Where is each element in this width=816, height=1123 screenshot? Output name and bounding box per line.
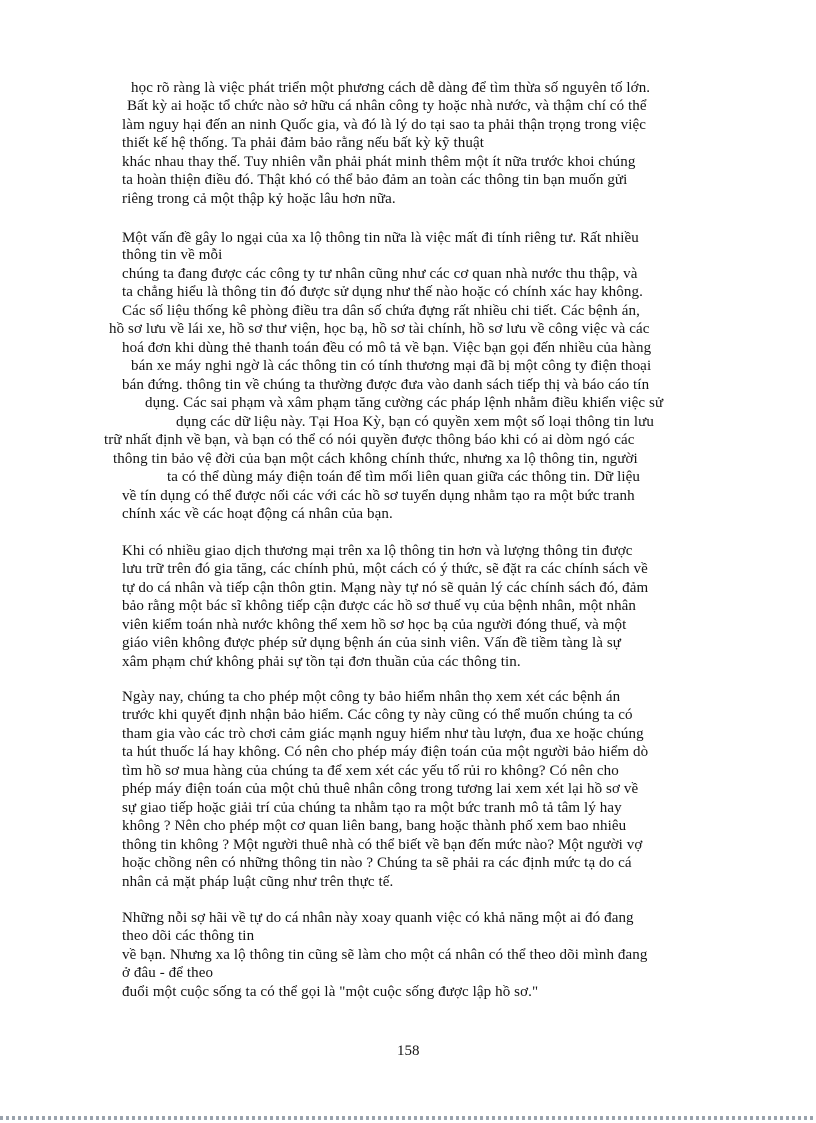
text-line: bán đứng. thông tin về chúng ta thường được đưa vào danh sách tiếp thị và báo cáo tín [122, 377, 650, 393]
text-line: giáo viên không được phép sử dụng bệnh án của sinh viên. Vấn đề tiềm tàng là sự [122, 635, 622, 651]
text-line: lưu trữ trên đó gia tăng, các chính phủ, một cách có ý thức, sẽ đặt ra các chính sách về [122, 561, 648, 577]
text-line: Những nỗi sợ hãi về tự do cá nhân này xoay quanh việc có khả năng một ai đó đang [122, 910, 634, 926]
text-line: thông tin bảo vệ đời của bạn một cách không chính thức, nhưng xa lộ thông tin, người [113, 451, 638, 467]
text-line: về bạn. Nhưng xa lộ thông tin cũng sẽ làm cho một cá nhân có thể theo dõi mình đang [122, 947, 648, 963]
text-line: ở đâu - để theo [122, 965, 214, 981]
text-line: sự giao tiếp hoặc giải trí của chúng ta nhằm tạo ra một bức tranh mô tả tâm lý hay [122, 800, 622, 816]
text-line: đuổi một cuộc sống ta có thể gọi là "một cuộc sống được lập hồ sơ." [122, 984, 539, 1000]
text-line: thiết kế hệ thống. Ta phải đảm bảo rằng nếu bất kỳ kỹ thuật [122, 135, 484, 151]
page-number: 158 [397, 1043, 420, 1059]
text-line: xâm phạm chứ không phải sự tồn tại đơn thuần của các thông tin. [122, 654, 521, 670]
text-line: khác nhau thay thế. Tuy nhiên vẫn phải phát minh thêm một ít nữa trước khoi chúng [122, 154, 636, 170]
text-line: chính xác về các hoạt động cá nhân của bạn. [122, 506, 393, 522]
text-line: hồ sơ lưu về lái xe, hồ sơ thư viện, học bạ, hồ sơ tài chính, hồ sơ lưu về công việc và các [109, 321, 650, 337]
text-line: ta hút thuốc lá hay không. Có nên cho phép máy điện toán của một người bảo hiểm dò [122, 744, 649, 760]
text-line: viên kiểm toán nhà nước không thể xem hồ sơ học bạ của người đóng thuế, và một [122, 617, 627, 633]
text-line: Ngày nay, chúng ta cho phép một công ty bảo hiểm nhân thọ xem xét các bệnh án [122, 689, 621, 705]
text-line: không ? Nên cho phép một cơ quan liên bang, bang hoặc thành phố xem bao nhiêu [122, 818, 627, 834]
text-line: bán xe máy nghi ngờ là các thông tin có tính thương mại đã bị một công ty điện thoại [131, 358, 652, 374]
text-line: ta có thể dùng máy điện toán để tìm mối liên quan giữa các thông tin. Dữ liệu [167, 469, 641, 485]
text-line: theo dõi các thông tin [122, 928, 255, 944]
bottom-dotted-rule [0, 1116, 816, 1120]
text-line: về tín dụng có thể được nối các với các hồ sơ tuyển dụng nhằm tạo ra một bức tranh [122, 488, 635, 504]
text-line: thông tin về mỗi [122, 247, 223, 263]
text-line: phép máy điện toán của một chủ thuê nhân công trong tương lai xem xét lại hồ sơ về [122, 781, 639, 797]
text-line: chúng ta đang được các công ty tư nhân cũng như các cơ quan nhà nước thu thập, và [122, 266, 638, 282]
text-line: tự do cá nhân và tiếp cận thôn gtin. Mạng này tự nó sẽ quản lý các chính sách đó, đảm [122, 580, 649, 596]
text-line: hoặc chồng nên có những thông tin nào ? Chúng ta sẽ phải ra các định mức tạ do cá [122, 855, 632, 871]
text-line: bảo rằng một bác sĩ không tiếp cận được các hồ sơ thuế vụ của bệnh nhân, một nhân [122, 598, 637, 614]
text-line: Một vấn đề gây lo ngại của xa lộ thông tin nữa là việc mất đi tính riêng tư. Rất nhiều [122, 230, 639, 246]
text-line: làm nguy hại đến an ninh Quốc gia, và đó là lý do tại sao ta phải thận trọng trong việc [122, 117, 646, 133]
text-line: riêng trong cả một thập kỷ hoặc lâu hơn nữa. [122, 191, 396, 207]
text-line: Khi có nhiều giao dịch thương mại trên xa lộ thông tin hơn và lượng thông tin được [122, 543, 633, 559]
text-line: dụng các dữ liệu này. Tại Hoa Kỳ, bạn có quyền xem một số loại thông tin lưu [176, 414, 654, 430]
text-line: tìm hồ sơ mua hàng của chúng ta để xem xét các yếu tố rủi ro không? Có nên cho [122, 763, 619, 779]
text-line: Bất kỳ ai hoặc tổ chức nào sở hữu cá nhân công ty hoặc nhà nước, và thậm chí có thể [127, 98, 647, 114]
text-line: dụng. Các sai phạm và xâm phạm tăng cường các pháp lệnh nhằm điều khiển việc sử [145, 395, 664, 411]
text-line: học rõ ràng là việc phát triển một phương cách dễ dàng để tìm thừa số nguyên tố lớn. [131, 80, 651, 96]
text-line: trữ nhất định về bạn, và bạn có thể có nói quyền được thông báo khi có ai dòm ngó các [104, 432, 635, 448]
text-line: Các số liệu thống kê phòng điều tra dân số chứa đựng rất nhiều chi tiết. Các bệnh án, [122, 303, 640, 319]
text-line: ta hoàn thiện điều đó. Thật khó có thể bảo đảm an toàn các thông tin bạn muốn gửi [122, 172, 628, 188]
text-line: ta chẳng hiểu là thông tin đó được sử dụng như thế nào hoặc có chính xác hay không. [122, 284, 643, 300]
text-line: tham gia vào các trò chơi cảm giác mạnh nguy hiểm như tàu lượn, đua xe hoặc chúng [122, 726, 644, 742]
text-line: thông tin không ? Một người thuê nhà có thể biết về bạn đến mức nào? Một người vợ [122, 837, 643, 853]
text-line: trước khi quyết định nhận bảo hiểm. Các công ty này cũng có thể muốn chúng ta có [122, 707, 633, 723]
text-line: hoá đơn khi dùng thẻ thanh toán đều có mô tả về bạn. Việc bạn gọi đến nhiều của hàng [122, 340, 652, 356]
text-line: nhân cả mặt pháp luật cũng như trên thực tế. [122, 874, 394, 890]
